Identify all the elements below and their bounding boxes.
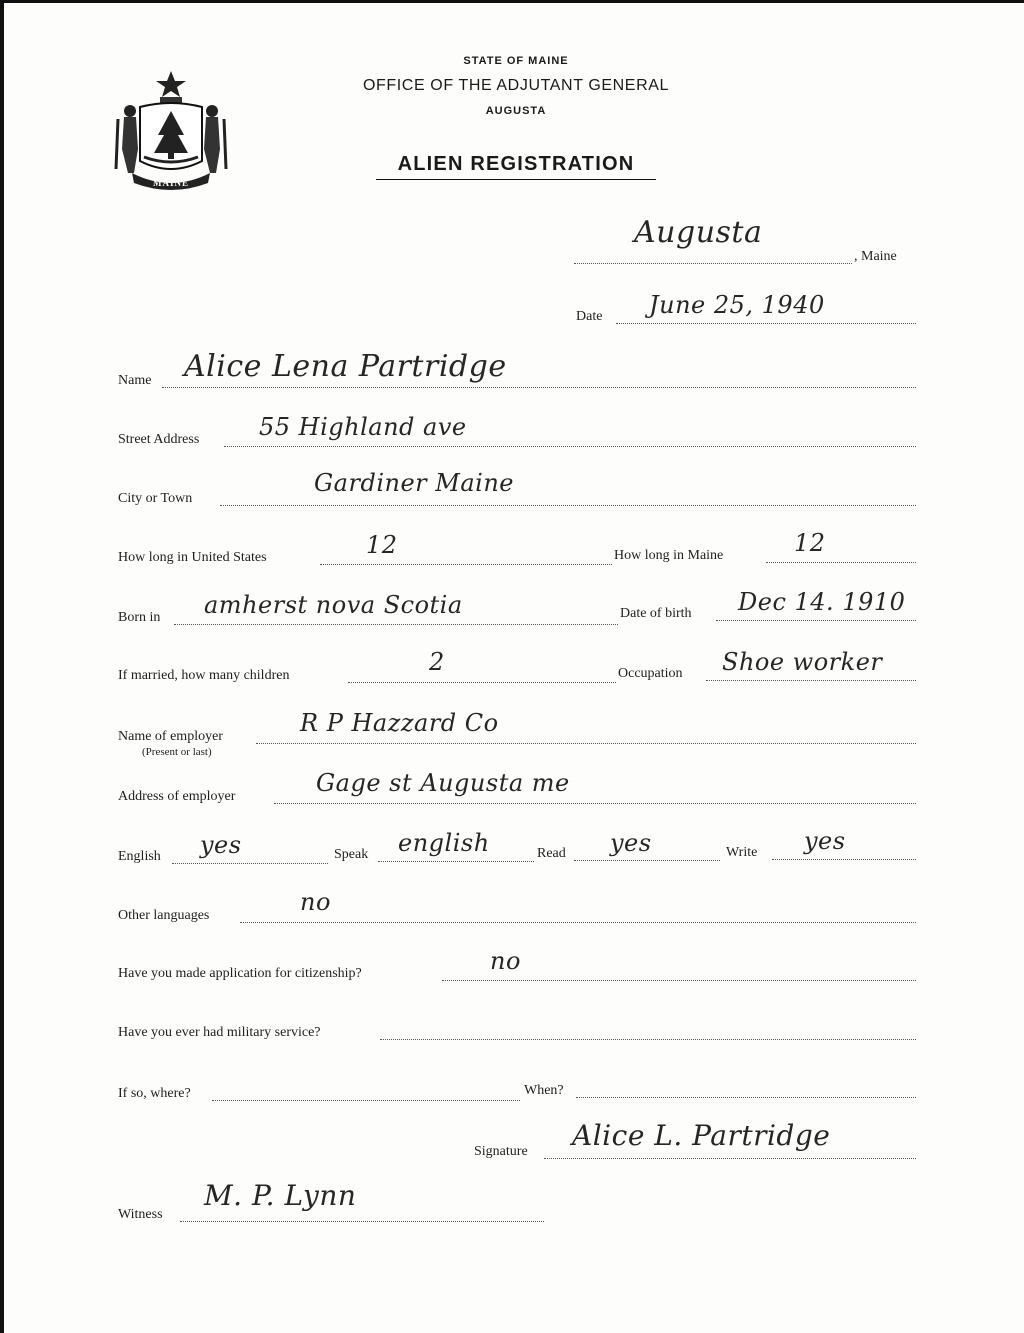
read-line bbox=[574, 860, 720, 861]
speak-value[interactable]: english bbox=[398, 829, 490, 857]
employer-address-value[interactable]: Gage st Augusta me bbox=[316, 769, 570, 797]
where-label: If so, where? bbox=[118, 1086, 191, 1101]
write-label: Write bbox=[726, 845, 758, 860]
employer-address-label: Address of employer bbox=[118, 789, 236, 804]
employer-value[interactable]: R P Hazzard Co bbox=[300, 709, 499, 737]
employer-label: Name of employer bbox=[118, 729, 223, 744]
date-of-birth-label: Date of birth bbox=[620, 606, 692, 621]
write-value[interactable]: yes bbox=[804, 827, 846, 855]
street-address-label: Street Address bbox=[118, 432, 200, 447]
how-long-us-value[interactable]: 12 bbox=[366, 531, 398, 559]
date-of-birth-value[interactable]: Dec 14. 1910 bbox=[738, 588, 906, 616]
date-value[interactable]: June 25, 1940 bbox=[649, 291, 825, 319]
read-label: Read bbox=[537, 846, 566, 861]
other-languages-label: Other languages bbox=[118, 908, 210, 923]
street-address-value[interactable]: 55 Highland ave bbox=[259, 413, 467, 441]
write-line bbox=[772, 859, 916, 860]
english-value[interactable]: yes bbox=[200, 831, 242, 859]
witness-value[interactable]: M. P. Lynn bbox=[204, 1179, 357, 1212]
date-line bbox=[616, 323, 916, 324]
military-line bbox=[380, 1039, 916, 1040]
military-label: Have you ever had military service? bbox=[118, 1025, 321, 1040]
signature-label: Signature bbox=[474, 1144, 528, 1159]
where-line bbox=[212, 1100, 520, 1101]
employer-address-line bbox=[274, 803, 916, 804]
name-label: Name bbox=[118, 373, 152, 388]
born-in-line bbox=[174, 624, 618, 625]
english-label: English bbox=[118, 849, 161, 864]
speak-label: Speak bbox=[334, 847, 369, 862]
speak-line bbox=[378, 861, 534, 862]
seal-banner-text: MAINE bbox=[153, 178, 189, 188]
citizenship-label: Have you made application for citizenship? bbox=[118, 966, 362, 981]
city-or-town-label: City or Town bbox=[118, 491, 193, 506]
place-value[interactable]: Augusta bbox=[634, 215, 763, 250]
place-label: , Maine bbox=[854, 249, 897, 264]
citizenship-value[interactable]: no bbox=[490, 947, 521, 975]
how-long-maine-line bbox=[766, 562, 916, 563]
header-office: OFFICE OF THE ADJUTANT GENERAL bbox=[362, 77, 670, 94]
other-languages-line bbox=[240, 922, 916, 923]
date-of-birth-line bbox=[716, 620, 916, 621]
name-line bbox=[162, 387, 916, 388]
city-or-town-value[interactable]: Gardiner Maine bbox=[314, 469, 514, 497]
header-city: AUGUSTA bbox=[485, 105, 547, 117]
occupation-label: Occupation bbox=[618, 666, 683, 681]
how-long-maine-label: How long in Maine bbox=[614, 548, 724, 563]
name-value[interactable]: Alice Lena Partridge bbox=[184, 349, 507, 384]
signature-value[interactable]: Alice L. Partridge bbox=[572, 1119, 831, 1152]
how-long-maine-value[interactable]: 12 bbox=[794, 529, 826, 557]
when-label: When? bbox=[524, 1083, 564, 1098]
read-value[interactable]: yes bbox=[610, 829, 652, 857]
when-line bbox=[576, 1097, 916, 1098]
street-address-line bbox=[224, 446, 916, 447]
children-value[interactable]: 2 bbox=[429, 648, 445, 676]
occupation-value[interactable]: Shoe worker bbox=[722, 648, 883, 676]
occupation-line bbox=[706, 680, 916, 681]
english-line bbox=[172, 863, 328, 864]
employer-sublabel: (Present or last) bbox=[142, 746, 212, 758]
title-underline bbox=[376, 179, 656, 180]
how-long-us-label: How long in United States bbox=[118, 550, 267, 565]
form-title: ALIEN REGISTRATION bbox=[397, 153, 635, 175]
born-in-value[interactable]: amherst nova Scotia bbox=[204, 591, 463, 619]
born-in-label: Born in bbox=[118, 610, 161, 625]
date-label: Date bbox=[576, 309, 603, 324]
witness-line bbox=[180, 1221, 544, 1222]
citizenship-line bbox=[442, 980, 916, 981]
other-languages-value[interactable]: no bbox=[300, 888, 331, 916]
children-line bbox=[348, 682, 616, 683]
header-state: STATE OF MAINE bbox=[463, 55, 569, 67]
witness-label: Witness bbox=[118, 1207, 163, 1222]
signature-line bbox=[544, 1158, 916, 1159]
city-or-town-line bbox=[220, 505, 916, 506]
employer-line bbox=[256, 743, 916, 744]
how-long-us-line bbox=[320, 564, 612, 565]
place-line bbox=[574, 263, 852, 264]
children-label: If married, how many children bbox=[118, 668, 290, 683]
